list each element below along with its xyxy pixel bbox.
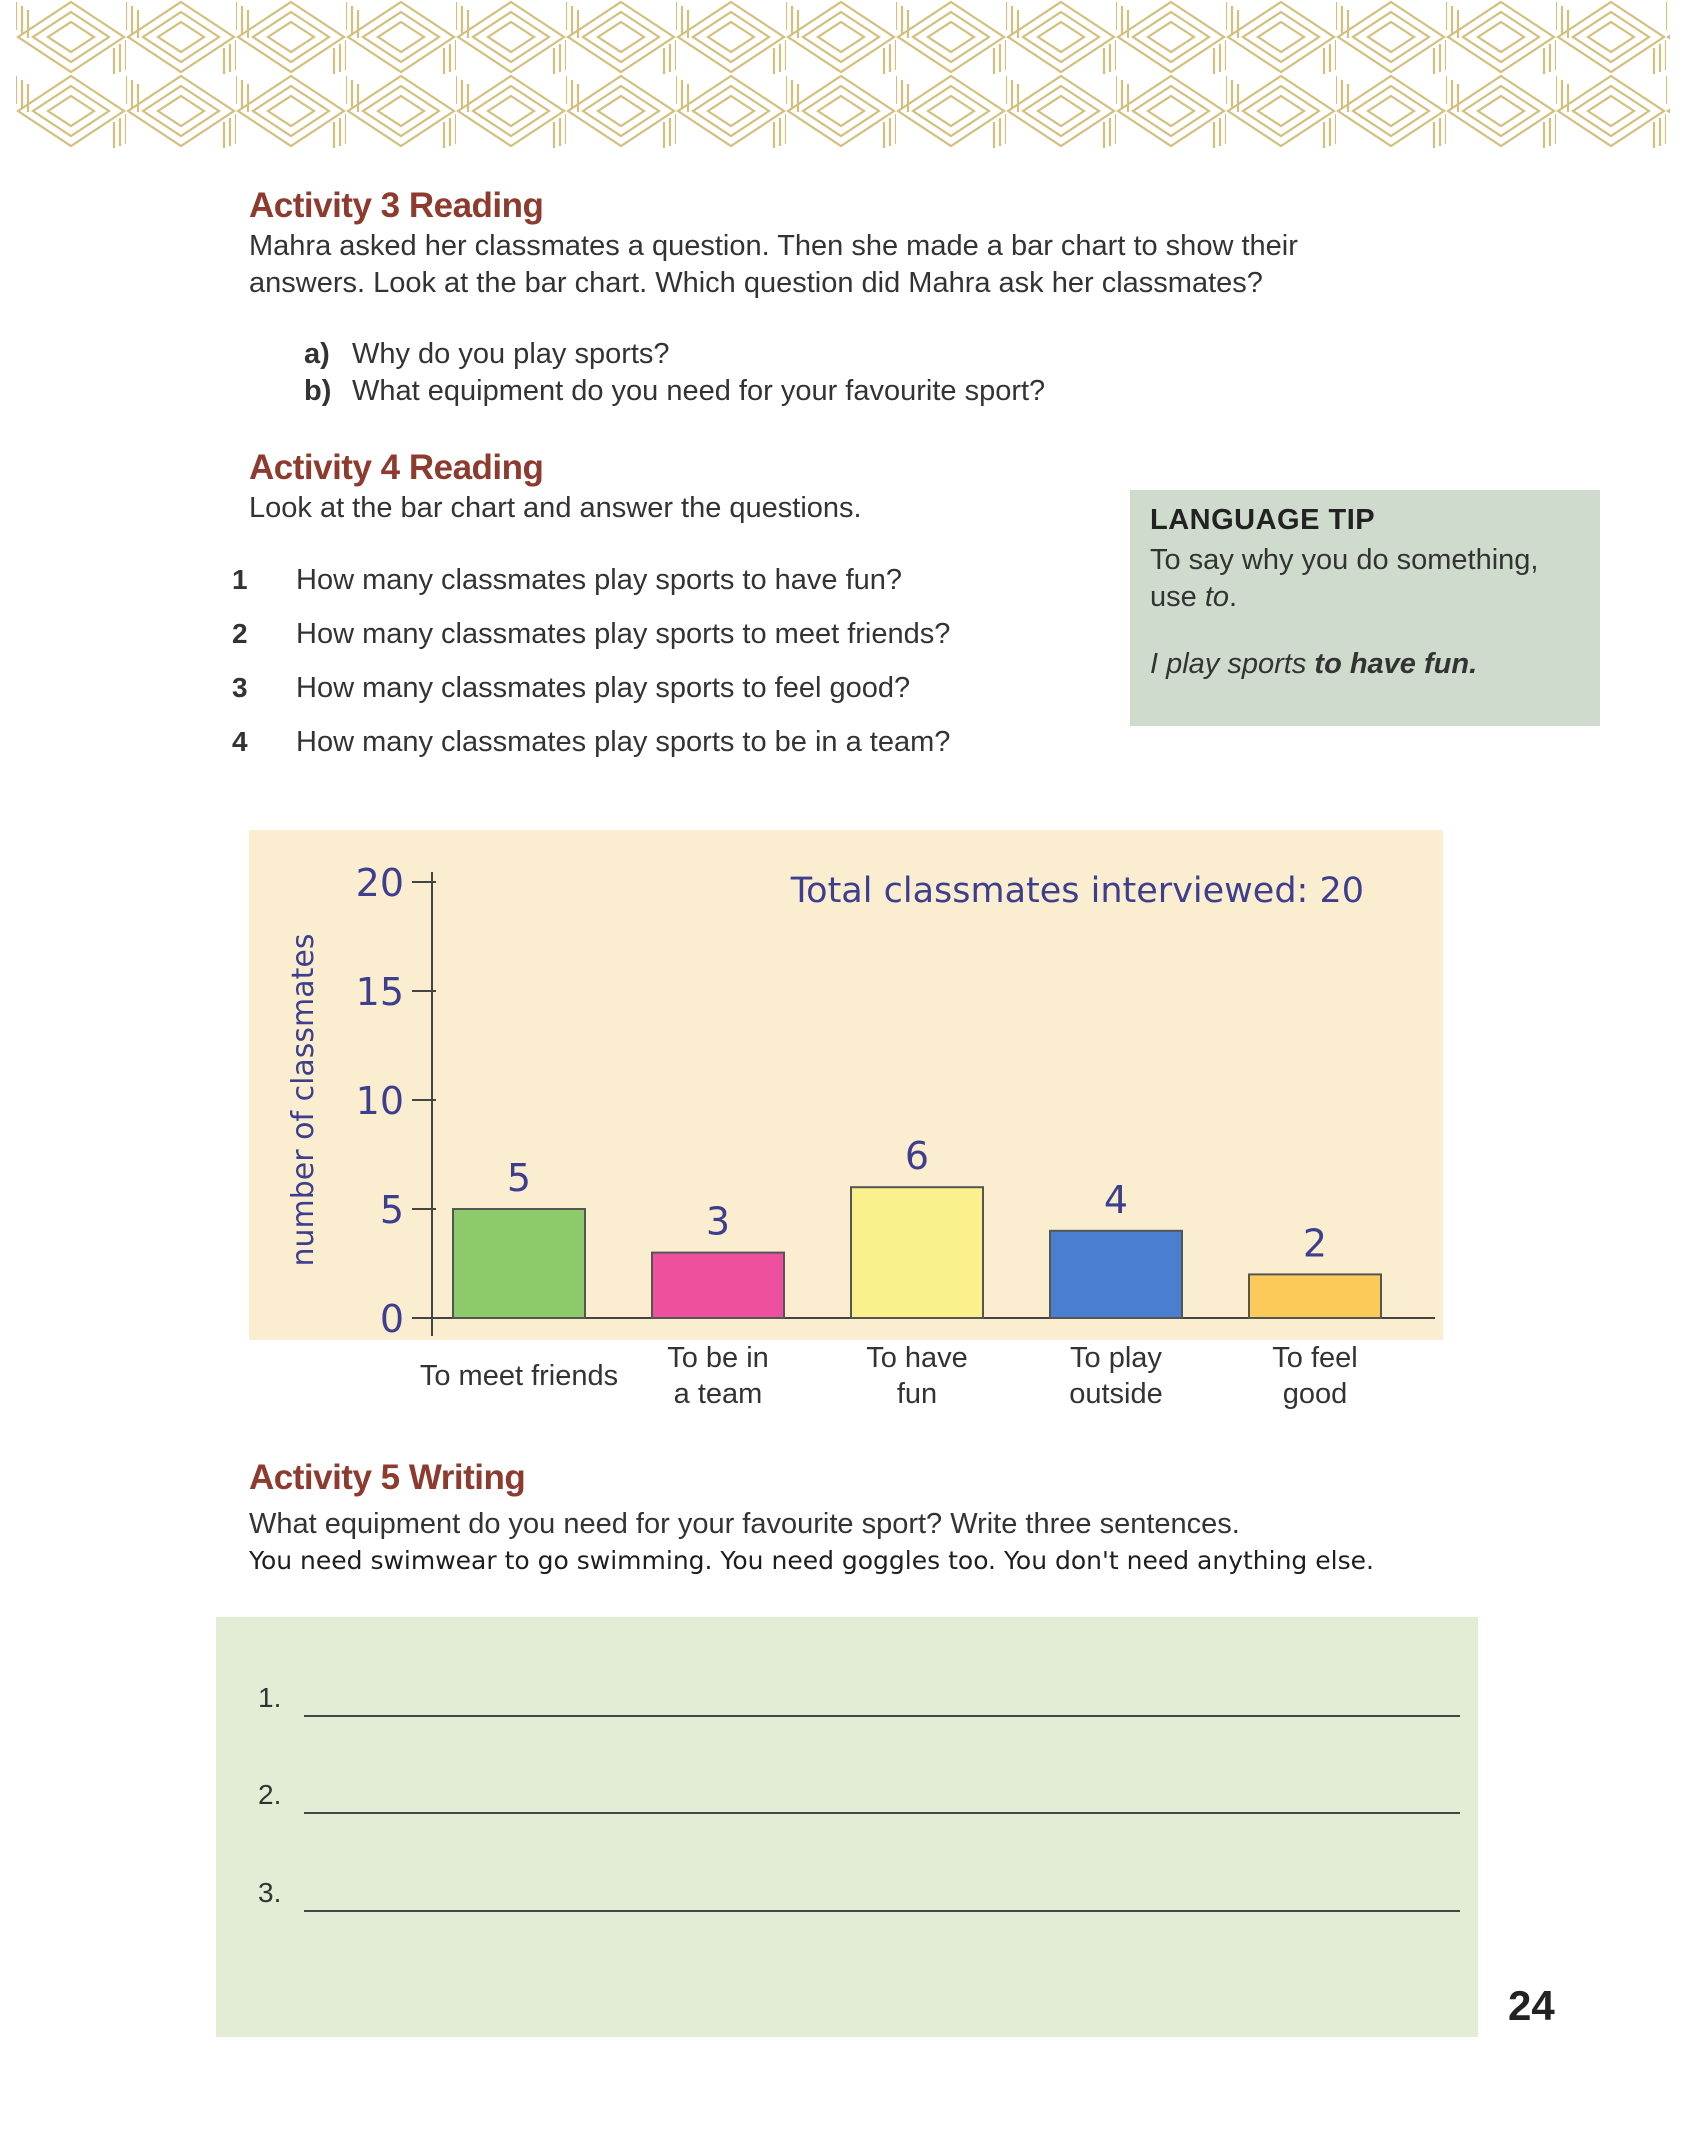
language-tip-box [1130, 490, 1600, 726]
question-text: How many classmates play sports to have fun? [296, 564, 903, 596]
option-letter: b) [304, 375, 332, 407]
x-tick-label [1215, 1340, 1415, 1412]
activity4-intro: Look at the bar chart and answer the questions. [249, 492, 862, 524]
answer-line-3[interactable] [304, 1910, 1460, 1912]
question-number: 4 [232, 726, 248, 757]
x-tick-label-line: a team [673, 1378, 763, 1410]
bar-value-label: 3 [705, 1199, 731, 1244]
option-text: What equipment do you need for your favourite sport? [352, 375, 1046, 407]
bar-value-label: 2 [1302, 1221, 1328, 1266]
x-tick-label-line: To have [866, 1342, 968, 1374]
answer-line-2[interactable] [304, 1812, 1460, 1814]
x-tick-label-line: To feel [1272, 1342, 1358, 1374]
x-tick-label-line: fun [896, 1378, 938, 1410]
answer-box [216, 1617, 1478, 2037]
tip-text-before: To say why you do something, use [1150, 544, 1539, 613]
line-number: 1. [258, 1682, 282, 1713]
x-tick-label-line: To play [1070, 1342, 1162, 1374]
bar-value-label: 4 [1103, 1177, 1129, 1222]
question-text: How many classmates play sports to feel good? [296, 672, 911, 704]
question-text: How many classmates play sports to be in a team? [296, 726, 951, 758]
x-tick-label [817, 1340, 1017, 1412]
question-text: How many classmates play sports to meet friends? [296, 618, 951, 650]
language-tip-text [1150, 542, 1590, 616]
page-number: 24 [1508, 1982, 1555, 2029]
question-number: 3 [232, 672, 248, 703]
option-letter: a) [304, 338, 330, 370]
activity3-intro-line1: Mahra asked her classmates a question. Then she made a bar chart to show their [249, 230, 1298, 262]
x-tick-label-line: good [1282, 1378, 1348, 1410]
bar-1 [453, 1209, 585, 1318]
bar-value-label: 6 [904, 1134, 930, 1179]
x-tick-label [618, 1340, 818, 1412]
question-number: 2 [232, 618, 248, 649]
tip-example-plain: I play sports [1150, 648, 1315, 680]
language-tip-example [1150, 648, 1477, 681]
y-tick-label: 5 [379, 1188, 404, 1232]
x-tick-label [1016, 1340, 1216, 1412]
bar-chart [249, 830, 1443, 1340]
activity3-intro [249, 228, 1449, 302]
decorative-banner [16, 0, 1670, 148]
x-tick-label-line: outside [1069, 1378, 1163, 1410]
bar-5 [1249, 1274, 1381, 1318]
tip-text-after: . [1229, 581, 1238, 613]
x-tick-label-line: To meet friends [419, 1360, 619, 1392]
y-tick-label: 0 [379, 1297, 404, 1340]
activity4-heading: Activity 4 Reading [249, 448, 544, 487]
bar-2 [652, 1253, 784, 1318]
activity3-heading: Activity 3 Reading [249, 186, 544, 225]
activity5-instruction: What equipment do you need for your favourite sport? Write three sentences. [249, 1508, 1240, 1540]
bar-3 [851, 1187, 983, 1318]
option-text: Why do you play sports? [352, 338, 670, 370]
line-number: 2. [258, 1779, 282, 1810]
tip-keyword: to [1204, 581, 1230, 613]
activity3-option-b [304, 373, 1045, 410]
bar-4 [1050, 1231, 1182, 1318]
chart-title: Total classmates interviewed: 20 [790, 871, 1364, 911]
question-number: 1 [232, 564, 248, 595]
x-tick-label-line: To be in [667, 1342, 769, 1374]
bar-value-label: 5 [506, 1156, 532, 1200]
line-number: 3. [258, 1877, 282, 1908]
x-tick-label [419, 1358, 619, 1394]
y-tick-label: 10 [355, 1079, 404, 1123]
y-tick-label: 15 [355, 970, 404, 1014]
y-axis-label: number of classmates [286, 933, 321, 1267]
chart-x-labels [0, 1340, 1686, 1420]
y-tick-label: 20 [355, 861, 404, 905]
tip-example-bold: to have fun. [1314, 648, 1478, 680]
activity3-intro-line2: answers. Look at the bar chart. Which question did Mahra ask her classmates? [249, 267, 1263, 299]
answer-line-1[interactable] [304, 1715, 1460, 1717]
bar-chart-panel [249, 830, 1443, 1340]
activity5-heading: Activity 5 Writing [249, 1458, 526, 1497]
language-tip-title: LANGUAGE TIP [1150, 504, 1376, 536]
activity5-example: You need swimwear to go swimming. You need goggles too. You don't need anything else. [249, 1546, 1374, 1575]
activity3-option-a [304, 336, 670, 373]
